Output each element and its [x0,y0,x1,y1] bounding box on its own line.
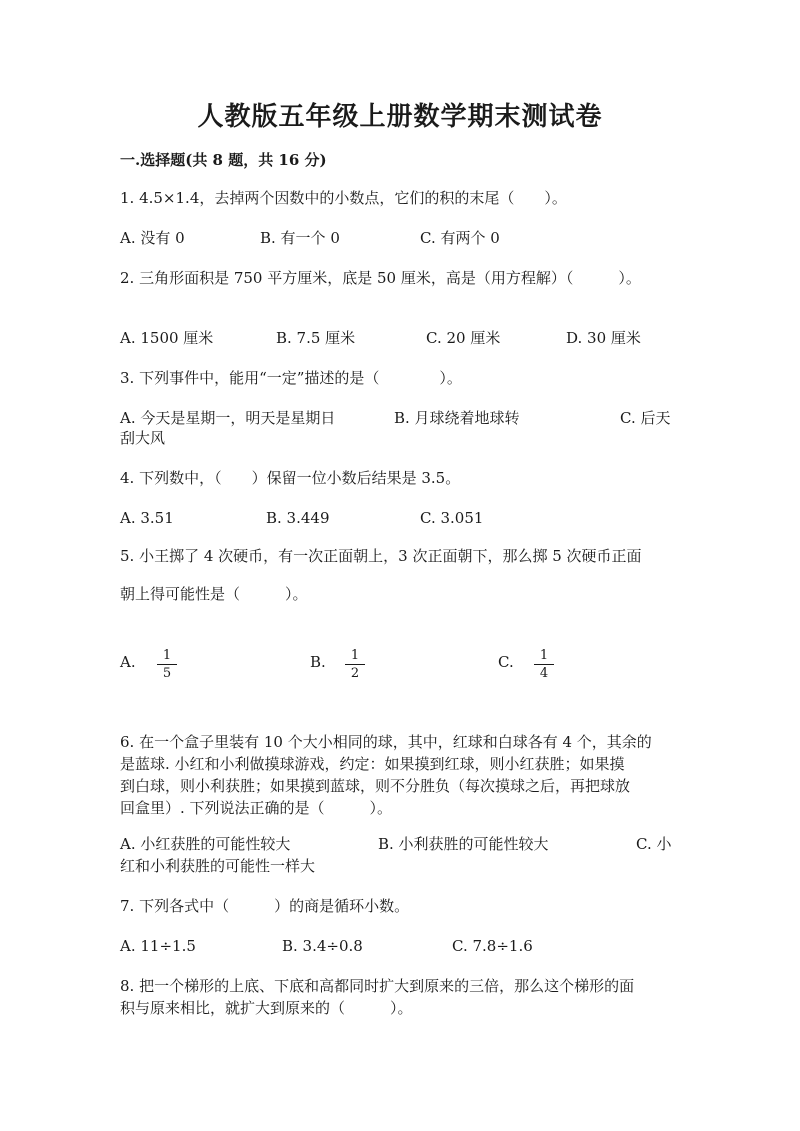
q6-option-a: A. 小红获胜的可能性较大 [120,835,291,853]
q2-option-b: B. 7.5 厘米 [276,329,356,347]
q5-option-a-numerator: 1 [157,648,177,665]
q5-option-c-label: C. [498,653,514,671]
q6-option-b: B. 小利获胜的可能性较大 [378,835,549,853]
q7-option-b: B. 3.4÷0.8 [282,937,363,955]
q5-option-b-numerator: 1 [345,648,365,665]
q6-stem-line4: 回盒里）. 下列说法正确的是（ ）。 [120,799,393,817]
q4-option-a: A. 3.51 [120,509,174,527]
q5-stem-line1: 5. 小王掷了 4 次硬币，有一次正面朝上，3 次正面朝下，那么掷 5 次硬币正面 [120,547,642,565]
q2-option-a: A. 1500 厘米 [120,329,214,347]
q2-stem: 2. 三角形面积是 750 平方厘米，底是 50 厘米，高是（用方程解）（ ）。 [120,269,641,287]
q3-option-c: C. 后天 [620,409,671,427]
q5-option-c-numerator: 1 [534,648,554,665]
q5-option-a-denominator: 5 [162,666,172,681]
q7-stem: 7. 下列各式中（ ）的商是循环小数。 [120,897,410,915]
q8-stem-line2: 积与原来相比，就扩大到原来的（ ）。 [120,999,413,1017]
q7-option-a: A. 11÷1.5 [120,937,196,955]
q6-option-c-continued: 红和小利获胜的可能性一样大 [120,857,316,875]
q5-option-b-fraction [345,648,365,681]
q8-stem-line1: 8. 把一个梯形的上底、下底和高都同时扩大到原来的三倍，那么这个梯形的面 [120,977,635,995]
q6-stem-line2: 是蓝球. 小红和小利做摸球游戏，约定：如果摸到红球，则小红获胜；如果摸 [120,755,625,773]
q3-option-a: A. 今天是星期一，明天是星期日 [120,409,336,427]
q1-option-b: B. 有一个 0 [260,229,340,247]
q3-stem: 3. 下列事件中，能用“一定”描述的是（ ）。 [120,369,462,387]
q7-option-c: C. 7.8÷1.6 [452,937,533,955]
q1-option-a: A. 没有 0 [120,229,185,247]
q4-option-b: B. 3.449 [266,509,330,527]
section-heading: 一.选择题(共 8 题，共 16 分) [120,151,327,169]
q6-stem-line3: 到白球，则小利获胜；如果摸到蓝球，则不分胜负（每次摸球之后，再把球放 [120,777,631,795]
q5-option-c-fraction [534,648,554,681]
q5-option-a-label: A. [120,653,136,671]
q1-stem: 1. 4.5×1.4，去掉两个因数中的小数点，它们的积的末尾（ ）。 [120,189,567,207]
q4-option-c: C. 3.051 [420,509,484,527]
q4-stem: 4. 下列数中，（ ）保留一位小数后结果是 3.5。 [120,469,461,487]
q1-option-c: C. 有两个 0 [420,229,500,247]
q5-option-a-fraction [157,648,177,681]
q3-option-b: B. 月球绕着地球转 [394,409,520,427]
q5-option-b-denominator: 2 [350,666,360,681]
q5-stem-line2: 朝上得可能性是（ ）。 [120,585,308,603]
q6-stem-line1: 6. 在一个盒子里装有 10 个大小相同的球，其中，红球和白球各有 4 个，其余的 [120,733,652,751]
q5-option-c-denominator: 4 [539,666,549,681]
q6-option-c: C. 小 [636,835,672,853]
q2-option-d: D. 30 厘米 [566,329,641,347]
q3-option-c-continued: 刮大风 [120,429,166,447]
exam-title: 人教版五年级上册数学期末测试卷 [197,102,603,132]
q5-option-b-label: B. [310,653,326,671]
q2-option-c: C. 20 厘米 [426,329,501,347]
